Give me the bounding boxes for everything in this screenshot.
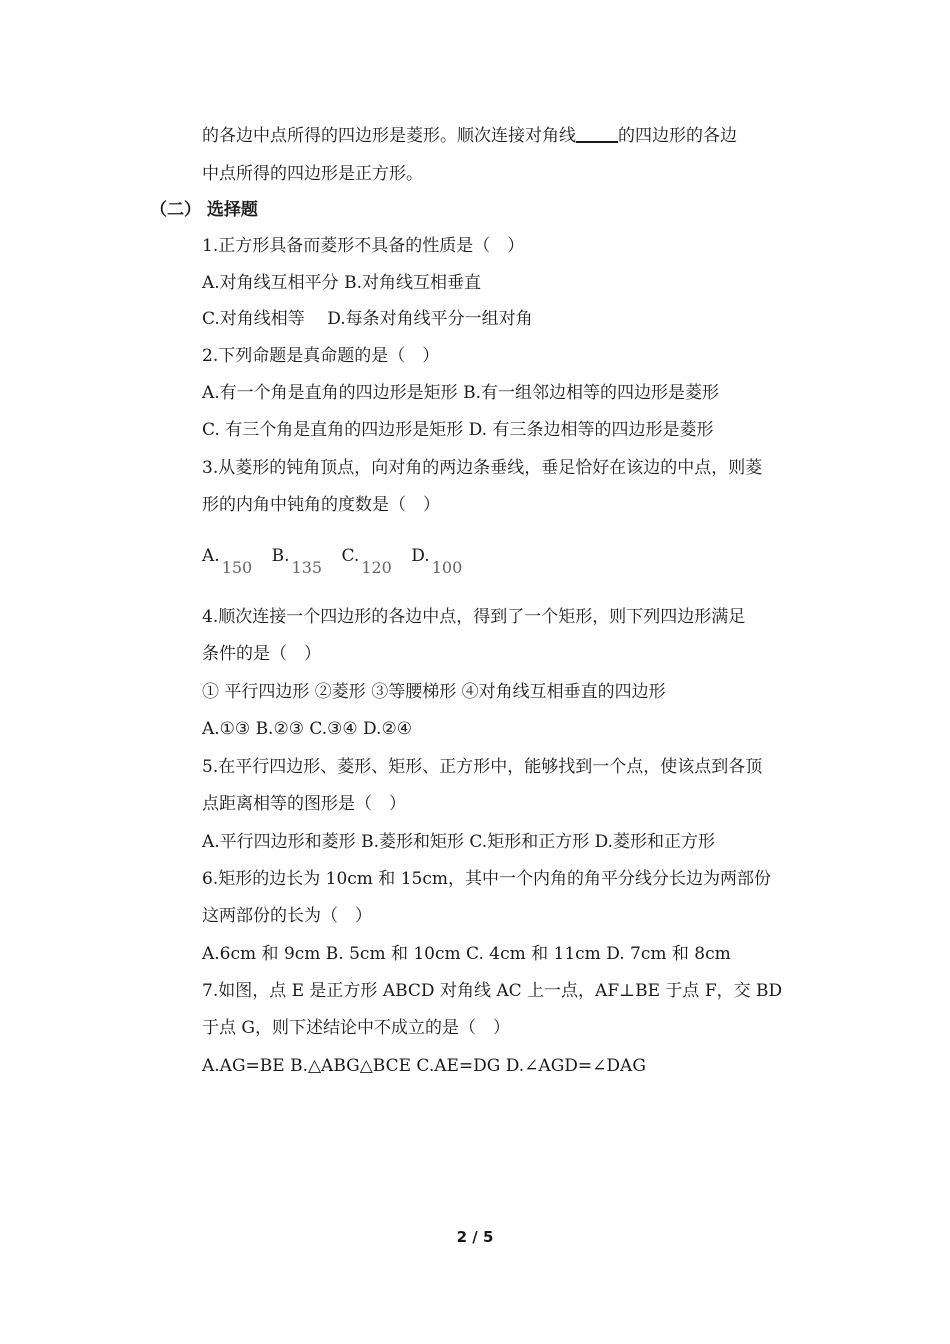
- q4-stem-2: 条件的是（ ）: [202, 644, 321, 664]
- q1-options-cd: C.对角线相等 D.每条对角线平分一组对角: [202, 309, 533, 329]
- q3-option-d: D.100: [411, 546, 463, 577]
- intro-text-a: 的各边中点所得的四边形是菱形。顺次连接对角线: [202, 126, 576, 146]
- q4-options: A.①③ B.②③ C.③④ D.②④: [202, 719, 412, 739]
- q2-options-cd: C. 有三个角是直角的四边形是矩形 D. 有三条边相等的四边形是菱形: [202, 420, 714, 440]
- q1-options-ab: A.对角线互相平分 B.对角线互相垂直: [202, 273, 481, 293]
- q4-items: ① 平行四边形 ②菱形 ③等腰梯形 ④对角线互相垂直的四边形: [202, 682, 666, 702]
- q6-options: A.6cm 和 9cm B. 5cm 和 10cm C. 4cm 和 11cm D. 7cm 和 8cm: [202, 944, 731, 964]
- q3-stem-1: 3.从菱形的钝角顶点，向对角的两边条垂线，垂足恰好在该边的中点，则菱: [202, 458, 763, 478]
- q5-options: A.平行四边形和菱形 B.菱形和矩形 C.矩形和正方形 D.菱形和正方形: [202, 832, 716, 852]
- q6-stem-1: 6.矩形的边长为 10cm 和 15cm，其中一个内角的角平分线分长边为两部份: [202, 869, 771, 889]
- q1-stem: 1.正方形具备而菱形不具备的性质是（ ）: [202, 236, 525, 256]
- q7-options: A.AG=BE B.△ABG△BCE C.AE=DG D.∠AGD=∠DAG: [202, 1056, 646, 1076]
- intro-line-1: [202, 124, 737, 148]
- q3-stem-2: 形的内角中钝角的度数是（ ）: [202, 495, 440, 515]
- q2-options-ab: A.有一个角是直角的四边形是矩形 B.有一组邻边相等的四边形是菱形: [202, 383, 719, 403]
- intro-line-2: 中点所得的四边形是正方形。: [202, 164, 423, 184]
- q2-stem: 2.下列命题是真命题的是（ ）: [202, 346, 440, 366]
- q4-stem-1: 4.顺次连接一个四边形的各边中点，得到了一个矩形，则下列四边形满足: [202, 607, 746, 627]
- q5-stem-2: 点距离相等的图形是（ ）: [202, 794, 406, 814]
- q3-option-b: B.135: [271, 546, 323, 577]
- page-number: 2 / 5: [456, 1228, 494, 1246]
- q7-stem-1: 7.如图，点 E 是正方形 ABCD 对角线 AC 上一点，AF⊥BE 于点 F，交 BD: [202, 981, 783, 1001]
- q5-stem-1: 5.在平行四边形、菱形、矩形、正方形中，能够找到一个点，使该点到各顶: [202, 757, 763, 777]
- q3-options: [202, 544, 476, 577]
- intro-text-b: 的四边形的各边: [618, 126, 737, 146]
- q3-option-c: C.120: [341, 546, 392, 577]
- answer-blank: [576, 125, 618, 143]
- q7-stem-2: 于点 G，则下述结论中不成立的是（ ）: [202, 1018, 510, 1038]
- section-heading: （二） 选择题: [150, 200, 258, 220]
- q6-stem-2: 这两部份的长为（ ）: [202, 906, 372, 926]
- q3-option-a: A.150: [202, 546, 253, 577]
